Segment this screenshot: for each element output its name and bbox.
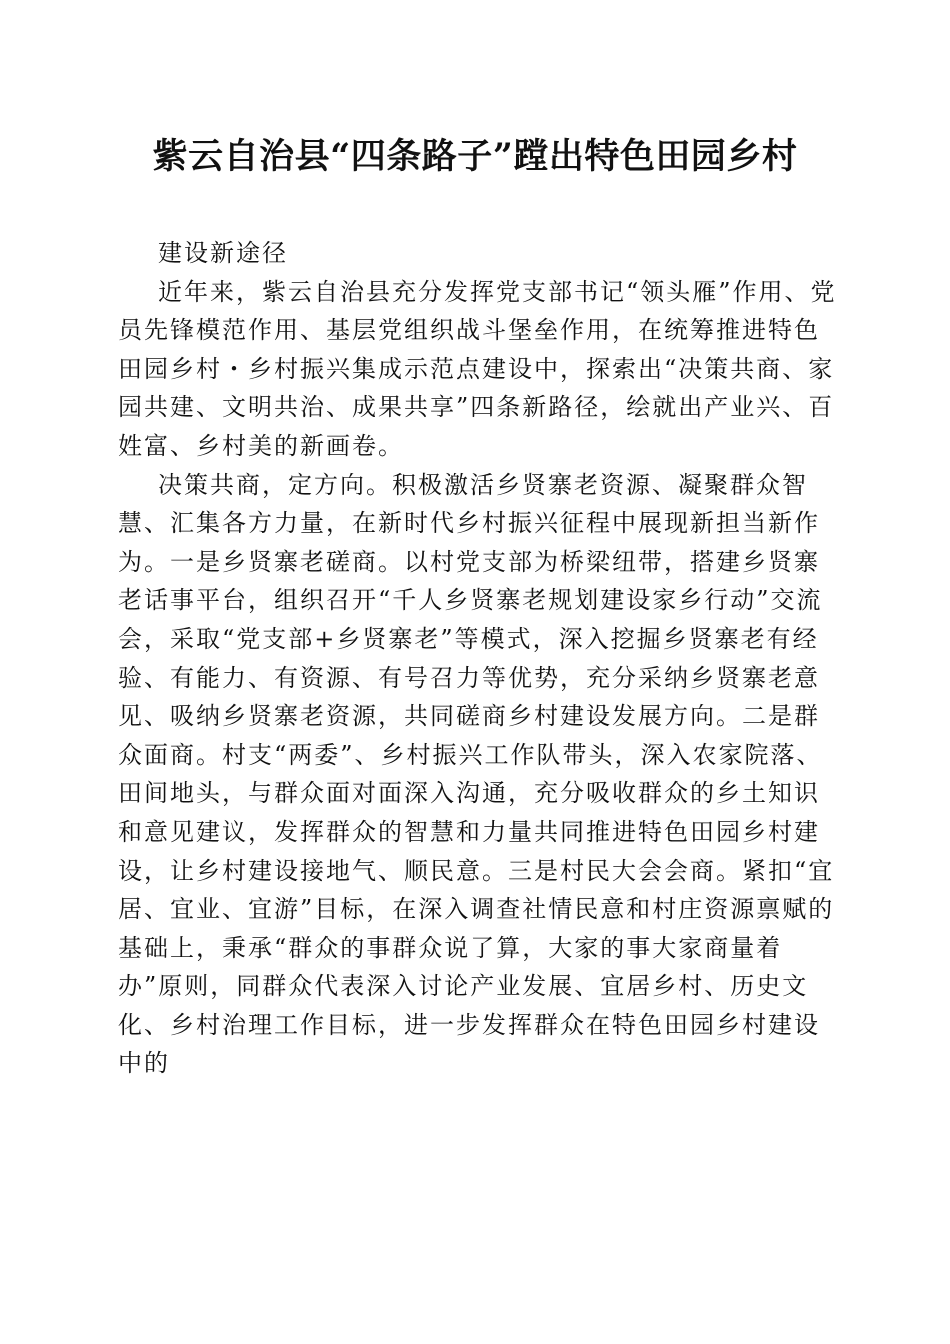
paragraph-subtitle-continuation: 建设新途径 xyxy=(158,239,288,267)
document-title: 紫云自治县“四条路子”蹚出特色田园乡村 xyxy=(152,136,798,177)
paragraph-decision-consultation: 决策共商，定方向。积极激活乡贤寨老资源、凝聚群众智慧、汇集各方力量，在新时代乡村振兴征程中展现新担当新作为。一是乡贤寨老磋商。以村党支部为桥梁纽带，搭建乡贤寨老话事平台，组织召开“千人乡贤寨老规划建设家乡行动”交流会，采取“党支部+乡贤寨老”等模式，深入挖掘乡贤寨老有经验、有能力、有资源、有号召力等优势，充分采纳乡贤寨老意见、吸纳乡贤寨老资源，共同磋商乡村建设发展方向。二是群众面商。村支“两委”、乡村振兴工作队带头，深入农家院落、田间地头，与群众面对面深入沟通，充分吸收群众的乡土知识和意见建议，发挥群众的智慧和力量共同推进特色田园乡村建设，让乡村建设接地气、顺民意。三是村民大会会商。紧扣“宜居、宜业、宜游”目标，在深入调查社情民意和村庄资源禀赋的基础上，秉承“群众的事群众说了算，大家的事大家商量着办”原则，同群众代表深入讨论产业发展、宜居乡村、历史文化、乡村治理工作目标，进一步发挥群众在特色田园乡村建设中的 xyxy=(118,470,835,1078)
paragraph-intro: 近年来，紫云自治县充分发挥党支部书记“领头雁”作用、党员先锋模范作用、基层党组织战斗堡垒作用，在统筹推进特色田园乡村・乡村振兴集成示范点建设中，探索出“决策共商、家园共建、文明共治、成果共享”四条新路径，绘就出产业兴、百姓富、乡村美的新画卷。 xyxy=(118,277,837,460)
document-body xyxy=(118,234,838,1083)
